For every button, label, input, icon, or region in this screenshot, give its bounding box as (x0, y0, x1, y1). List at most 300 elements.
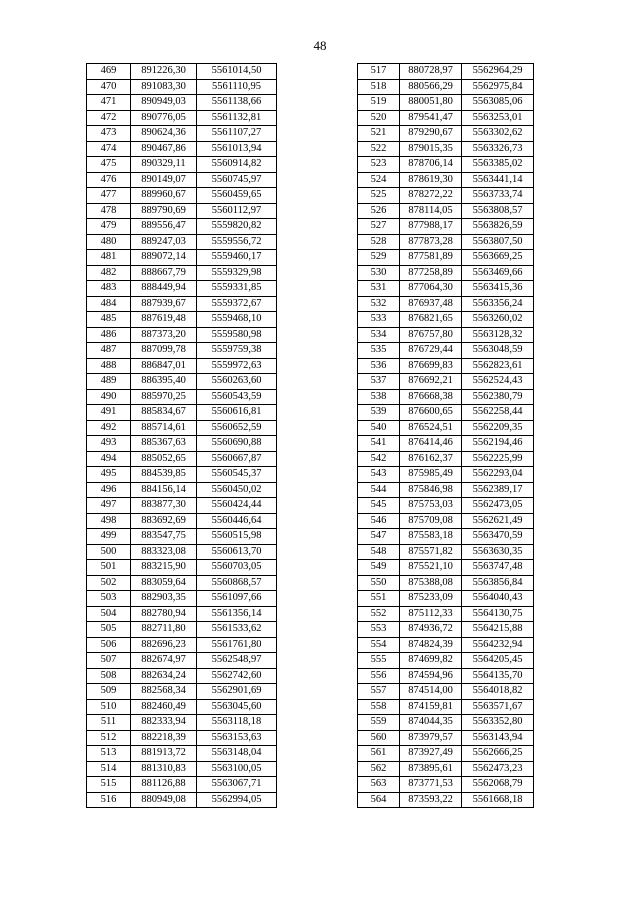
point-number-cell: 472 (87, 110, 131, 126)
point-number-cell: 564 (358, 792, 400, 808)
table-row (87, 560, 277, 576)
x-coordinate-cell: 874044,35 (400, 715, 462, 731)
point-number-cell: 534 (358, 327, 400, 343)
point-number-cell: 532 (358, 296, 400, 312)
table-row (87, 699, 277, 715)
y-coordinate-cell: 5560868,57 (197, 575, 277, 591)
x-coordinate-cell: 890624,36 (131, 126, 197, 142)
table-row (87, 498, 277, 514)
table-row (87, 281, 277, 297)
x-coordinate-cell: 884539,85 (131, 467, 197, 483)
y-coordinate-cell: 5562225,99 (462, 451, 534, 467)
y-coordinate-cell: 5562964,29 (462, 64, 534, 80)
point-number-cell: 500 (87, 544, 131, 560)
table-row (87, 730, 277, 746)
table-row (87, 95, 277, 111)
point-number-cell: 475 (87, 157, 131, 173)
point-number-cell: 537 (358, 374, 400, 390)
point-number-cell: 489 (87, 374, 131, 390)
point-number-cell: 504 (87, 606, 131, 622)
y-coordinate-cell: 5563826,59 (462, 219, 534, 235)
point-number-cell: 518 (358, 79, 400, 95)
x-coordinate-cell: 889790,69 (131, 203, 197, 219)
point-number-cell: 484 (87, 296, 131, 312)
point-number-cell: 503 (87, 591, 131, 607)
table-row (87, 451, 277, 467)
x-coordinate-cell: 881913,72 (131, 746, 197, 762)
table-row (358, 730, 534, 746)
y-coordinate-cell: 5563352,80 (462, 715, 534, 731)
point-number-cell: 538 (358, 389, 400, 405)
point-number-cell: 480 (87, 234, 131, 250)
x-coordinate-cell: 878706,14 (400, 157, 462, 173)
y-coordinate-cell: 5560914,82 (197, 157, 277, 173)
table-row (358, 575, 534, 591)
x-coordinate-cell: 876699,83 (400, 358, 462, 374)
table-row (358, 622, 534, 638)
point-number-cell: 515 (87, 777, 131, 793)
point-number-cell: 469 (87, 64, 131, 80)
point-number-cell: 523 (358, 157, 400, 173)
x-coordinate-cell: 875112,33 (400, 606, 462, 622)
y-coordinate-cell: 5562209,35 (462, 420, 534, 436)
x-coordinate-cell: 882218,39 (131, 730, 197, 746)
y-coordinate-cell: 5563326,73 (462, 141, 534, 157)
point-number-cell: 525 (358, 188, 400, 204)
x-coordinate-cell: 874936,72 (400, 622, 462, 638)
x-coordinate-cell: 885052,65 (131, 451, 197, 467)
x-coordinate-cell: 876757,80 (400, 327, 462, 343)
y-coordinate-cell: 5562068,79 (462, 777, 534, 793)
y-coordinate-cell: 5563100,05 (197, 761, 277, 777)
x-coordinate-cell: 882903,35 (131, 591, 197, 607)
point-number-cell: 527 (358, 219, 400, 235)
y-coordinate-cell: 5563128,32 (462, 327, 534, 343)
point-number-cell: 555 (358, 653, 400, 669)
y-coordinate-cell: 5563807,50 (462, 234, 534, 250)
x-coordinate-cell: 875388,08 (400, 575, 462, 591)
y-coordinate-cell: 5560745,97 (197, 172, 277, 188)
y-coordinate-cell: 5559331,85 (197, 281, 277, 297)
y-coordinate-cell: 5560690,88 (197, 436, 277, 452)
y-coordinate-cell: 5559460,17 (197, 250, 277, 266)
y-coordinate-cell: 5564215,88 (462, 622, 534, 638)
y-coordinate-cell: 5559580,98 (197, 327, 277, 343)
point-number-cell: 563 (358, 777, 400, 793)
y-coordinate-cell: 5559820,82 (197, 219, 277, 235)
y-coordinate-cell: 5561138,66 (197, 95, 277, 111)
point-number-cell: 486 (87, 327, 131, 343)
table-row (358, 95, 534, 111)
y-coordinate-cell: 5564040,43 (462, 591, 534, 607)
point-number-cell: 528 (358, 234, 400, 250)
y-coordinate-cell: 5562524,43 (462, 374, 534, 390)
x-coordinate-cell: 877988,17 (400, 219, 462, 235)
point-number-cell: 526 (358, 203, 400, 219)
y-coordinate-cell: 5561014,50 (197, 64, 277, 80)
point-number-cell: 490 (87, 389, 131, 405)
table-row (358, 544, 534, 560)
y-coordinate-cell: 5561097,66 (197, 591, 277, 607)
y-coordinate-cell: 5560545,37 (197, 467, 277, 483)
y-coordinate-cell: 5563630,35 (462, 544, 534, 560)
point-number-cell: 509 (87, 684, 131, 700)
table-row (87, 513, 277, 529)
table-row (358, 358, 534, 374)
point-number-cell: 496 (87, 482, 131, 498)
y-coordinate-cell: 5560450,02 (197, 482, 277, 498)
y-coordinate-cell: 5564130,75 (462, 606, 534, 622)
x-coordinate-cell: 882333,94 (131, 715, 197, 731)
table-row (87, 358, 277, 374)
point-number-cell: 473 (87, 126, 131, 142)
y-coordinate-cell: 5563148,04 (197, 746, 277, 762)
table-row (358, 188, 534, 204)
x-coordinate-cell: 876668,38 (400, 389, 462, 405)
x-coordinate-cell: 875521,10 (400, 560, 462, 576)
table-row (87, 64, 277, 80)
x-coordinate-cell: 876821,65 (400, 312, 462, 328)
x-coordinate-cell: 882634,24 (131, 668, 197, 684)
y-coordinate-cell: 5563441,14 (462, 172, 534, 188)
table-row (358, 529, 534, 545)
x-coordinate-cell: 875753,03 (400, 498, 462, 514)
table-row (87, 374, 277, 390)
x-coordinate-cell: 874824,39 (400, 637, 462, 653)
x-coordinate-cell: 882674,97 (131, 653, 197, 669)
y-coordinate-cell: 5562742,60 (197, 668, 277, 684)
x-coordinate-cell: 879290,67 (400, 126, 462, 142)
table-row (87, 622, 277, 638)
table-row (358, 761, 534, 777)
point-number-cell: 474 (87, 141, 131, 157)
point-number-cell: 552 (358, 606, 400, 622)
table-row (358, 746, 534, 762)
table-row (87, 265, 277, 281)
table-row (87, 343, 277, 359)
table-row (87, 389, 277, 405)
point-number-cell: 554 (358, 637, 400, 653)
x-coordinate-cell: 873593,22 (400, 792, 462, 808)
y-coordinate-cell: 5563669,25 (462, 250, 534, 266)
y-coordinate-cell: 5562473,05 (462, 498, 534, 514)
point-number-cell: 556 (358, 668, 400, 684)
table-row (358, 157, 534, 173)
x-coordinate-cell: 889556,47 (131, 219, 197, 235)
point-number-cell: 491 (87, 405, 131, 421)
table-row (358, 668, 534, 684)
y-coordinate-cell: 5562621,49 (462, 513, 534, 529)
x-coordinate-cell: 875571,82 (400, 544, 462, 560)
x-coordinate-cell: 883692,69 (131, 513, 197, 529)
table-row (87, 219, 277, 235)
point-number-cell: 502 (87, 575, 131, 591)
point-number-cell: 553 (358, 622, 400, 638)
point-number-cell: 505 (87, 622, 131, 638)
y-coordinate-cell: 5564135,70 (462, 668, 534, 684)
x-coordinate-cell: 875233,09 (400, 591, 462, 607)
x-coordinate-cell: 887939,67 (131, 296, 197, 312)
x-coordinate-cell: 888449,94 (131, 281, 197, 297)
x-coordinate-cell: 875583,18 (400, 529, 462, 545)
table-row (358, 560, 534, 576)
table-row (358, 637, 534, 653)
x-coordinate-cell: 876524,51 (400, 420, 462, 436)
table-row (358, 420, 534, 436)
point-number-cell: 506 (87, 637, 131, 653)
point-number-cell: 479 (87, 219, 131, 235)
point-number-cell: 546 (358, 513, 400, 529)
table-row (358, 715, 534, 731)
point-number-cell: 559 (358, 715, 400, 731)
table-row (358, 126, 534, 142)
y-coordinate-cell: 5561110,95 (197, 79, 277, 95)
table-row (87, 141, 277, 157)
point-number-cell: 536 (358, 358, 400, 374)
x-coordinate-cell: 874159,81 (400, 699, 462, 715)
y-coordinate-cell: 5559759,38 (197, 343, 277, 359)
x-coordinate-cell: 889960,67 (131, 188, 197, 204)
y-coordinate-cell: 5563733,74 (462, 188, 534, 204)
point-number-cell: 507 (87, 653, 131, 669)
x-coordinate-cell: 881126,88 (131, 777, 197, 793)
y-coordinate-cell: 5560613,70 (197, 544, 277, 560)
table-row (358, 389, 534, 405)
point-number-cell: 562 (358, 761, 400, 777)
table-row (87, 203, 277, 219)
x-coordinate-cell: 890949,03 (131, 95, 197, 111)
x-coordinate-cell: 873895,61 (400, 761, 462, 777)
y-coordinate-cell: 5564205,45 (462, 653, 534, 669)
table-row (358, 792, 534, 808)
table-row (358, 64, 534, 80)
point-number-cell: 498 (87, 513, 131, 529)
y-coordinate-cell: 5560616,81 (197, 405, 277, 421)
x-coordinate-cell: 887373,20 (131, 327, 197, 343)
y-coordinate-cell: 5562901,69 (197, 684, 277, 700)
table-row (87, 606, 277, 622)
point-number-cell: 476 (87, 172, 131, 188)
y-coordinate-cell: 5563747,48 (462, 560, 534, 576)
table-row (358, 684, 534, 700)
point-number-cell: 481 (87, 250, 131, 266)
table-row (358, 234, 534, 250)
table-row (358, 312, 534, 328)
point-number-cell: 513 (87, 746, 131, 762)
point-number-cell: 529 (358, 250, 400, 266)
x-coordinate-cell: 875846,98 (400, 482, 462, 498)
x-coordinate-cell: 877258,89 (400, 265, 462, 281)
table-row (87, 110, 277, 126)
x-coordinate-cell: 880949,08 (131, 792, 197, 808)
point-number-cell: 514 (87, 761, 131, 777)
y-coordinate-cell: 5560446,64 (197, 513, 277, 529)
point-number-cell: 547 (358, 529, 400, 545)
y-coordinate-cell: 5563118,18 (197, 715, 277, 731)
y-coordinate-cell: 5561107,27 (197, 126, 277, 142)
table-row (87, 591, 277, 607)
table-row (87, 420, 277, 436)
table-row (87, 79, 277, 95)
x-coordinate-cell: 876937,48 (400, 296, 462, 312)
point-number-cell: 508 (87, 668, 131, 684)
table-row (358, 467, 534, 483)
y-coordinate-cell: 5562548,97 (197, 653, 277, 669)
x-coordinate-cell: 882460,49 (131, 699, 197, 715)
table-row (358, 513, 534, 529)
table-row (358, 482, 534, 498)
point-number-cell: 499 (87, 529, 131, 545)
point-number-cell: 541 (358, 436, 400, 452)
x-coordinate-cell: 876600,65 (400, 405, 462, 421)
table-row (87, 296, 277, 312)
table-row (87, 157, 277, 173)
table-row (87, 715, 277, 731)
table-row (87, 684, 277, 700)
point-number-cell: 545 (358, 498, 400, 514)
table-row (358, 777, 534, 793)
y-coordinate-cell: 5560515,98 (197, 529, 277, 545)
point-number-cell: 561 (358, 746, 400, 762)
y-coordinate-cell: 5560652,59 (197, 420, 277, 436)
table-row (87, 653, 277, 669)
y-coordinate-cell: 5563302,62 (462, 126, 534, 142)
x-coordinate-cell: 877873,28 (400, 234, 462, 250)
y-coordinate-cell: 5563048,59 (462, 343, 534, 359)
table-row (358, 110, 534, 126)
point-number-cell: 492 (87, 420, 131, 436)
x-coordinate-cell: 885834,67 (131, 405, 197, 421)
point-number-cell: 533 (358, 312, 400, 328)
table-row (358, 451, 534, 467)
point-number-cell: 549 (358, 560, 400, 576)
table-row (358, 343, 534, 359)
x-coordinate-cell: 882711,80 (131, 622, 197, 638)
x-coordinate-cell: 873979,57 (400, 730, 462, 746)
page-number: 48 (313, 38, 327, 53)
y-coordinate-cell: 5563253,01 (462, 110, 534, 126)
x-coordinate-cell: 877581,89 (400, 250, 462, 266)
x-coordinate-cell: 882568,34 (131, 684, 197, 700)
y-coordinate-cell: 5563260,02 (462, 312, 534, 328)
y-coordinate-cell: 5563356,24 (462, 296, 534, 312)
y-coordinate-cell: 5562389,17 (462, 482, 534, 498)
coordinates-table-right (357, 63, 534, 808)
y-coordinate-cell: 5559329,98 (197, 265, 277, 281)
table-row (358, 281, 534, 297)
point-number-cell: 497 (87, 498, 131, 514)
point-number-cell: 493 (87, 436, 131, 452)
x-coordinate-cell: 874514,00 (400, 684, 462, 700)
y-coordinate-cell: 5564232,94 (462, 637, 534, 653)
x-coordinate-cell: 876729,44 (400, 343, 462, 359)
x-coordinate-cell: 888667,79 (131, 265, 197, 281)
x-coordinate-cell: 876414,46 (400, 436, 462, 452)
point-number-cell: 558 (358, 699, 400, 715)
x-coordinate-cell: 880566,29 (400, 79, 462, 95)
table-row (87, 668, 277, 684)
y-coordinate-cell: 5560424,44 (197, 498, 277, 514)
point-number-cell: 483 (87, 281, 131, 297)
y-coordinate-cell: 5563415,36 (462, 281, 534, 297)
point-number-cell: 524 (358, 172, 400, 188)
x-coordinate-cell: 890329,11 (131, 157, 197, 173)
table-row (87, 746, 277, 762)
point-number-cell: 535 (358, 343, 400, 359)
x-coordinate-cell: 877064,30 (400, 281, 462, 297)
x-coordinate-cell: 882696,23 (131, 637, 197, 653)
table-row (358, 327, 534, 343)
x-coordinate-cell: 878619,30 (400, 172, 462, 188)
y-coordinate-cell: 5563085,06 (462, 95, 534, 111)
y-coordinate-cell: 5559556,72 (197, 234, 277, 250)
point-number-cell: 550 (358, 575, 400, 591)
x-coordinate-cell: 880051,80 (400, 95, 462, 111)
y-coordinate-cell: 5559468,10 (197, 312, 277, 328)
x-coordinate-cell: 878272,22 (400, 188, 462, 204)
x-coordinate-cell: 889072,14 (131, 250, 197, 266)
table-row (87, 575, 277, 591)
y-coordinate-cell: 5562194,46 (462, 436, 534, 452)
table-row (358, 79, 534, 95)
y-coordinate-cell: 5559972,63 (197, 358, 277, 374)
x-coordinate-cell: 890776,05 (131, 110, 197, 126)
y-coordinate-cell: 5563469,66 (462, 265, 534, 281)
point-number-cell: 478 (87, 203, 131, 219)
point-number-cell: 521 (358, 126, 400, 142)
x-coordinate-cell: 885970,25 (131, 389, 197, 405)
x-coordinate-cell: 876692,21 (400, 374, 462, 390)
x-coordinate-cell: 884156,14 (131, 482, 197, 498)
table-row (87, 188, 277, 204)
table-row (358, 653, 534, 669)
table-row (358, 591, 534, 607)
point-number-cell: 560 (358, 730, 400, 746)
y-coordinate-cell: 5561761,80 (197, 637, 277, 653)
y-coordinate-cell: 5560703,05 (197, 560, 277, 576)
point-number-cell: 520 (358, 110, 400, 126)
table-row (87, 529, 277, 545)
y-coordinate-cell: 5563856,84 (462, 575, 534, 591)
x-coordinate-cell: 873927,49 (400, 746, 462, 762)
x-coordinate-cell: 887099,78 (131, 343, 197, 359)
x-coordinate-cell: 881310,83 (131, 761, 197, 777)
point-number-cell: 477 (87, 188, 131, 204)
x-coordinate-cell: 878114,05 (400, 203, 462, 219)
x-coordinate-cell: 891226,30 (131, 64, 197, 80)
point-number-cell: 557 (358, 684, 400, 700)
point-number-cell: 540 (358, 420, 400, 436)
y-coordinate-cell: 5563385,02 (462, 157, 534, 173)
x-coordinate-cell: 887619,48 (131, 312, 197, 328)
x-coordinate-cell: 882780,94 (131, 606, 197, 622)
point-number-cell: 542 (358, 451, 400, 467)
table-row (358, 219, 534, 235)
point-number-cell: 522 (358, 141, 400, 157)
point-number-cell: 495 (87, 467, 131, 483)
x-coordinate-cell: 890467,86 (131, 141, 197, 157)
x-coordinate-cell: 879541,47 (400, 110, 462, 126)
table-row (87, 126, 277, 142)
table-row (358, 296, 534, 312)
x-coordinate-cell: 874594,96 (400, 668, 462, 684)
x-coordinate-cell: 879015,35 (400, 141, 462, 157)
point-number-cell: 516 (87, 792, 131, 808)
y-coordinate-cell: 5563571,67 (462, 699, 534, 715)
y-coordinate-cell: 5562293,04 (462, 467, 534, 483)
table-row (87, 172, 277, 188)
x-coordinate-cell: 875709,08 (400, 513, 462, 529)
